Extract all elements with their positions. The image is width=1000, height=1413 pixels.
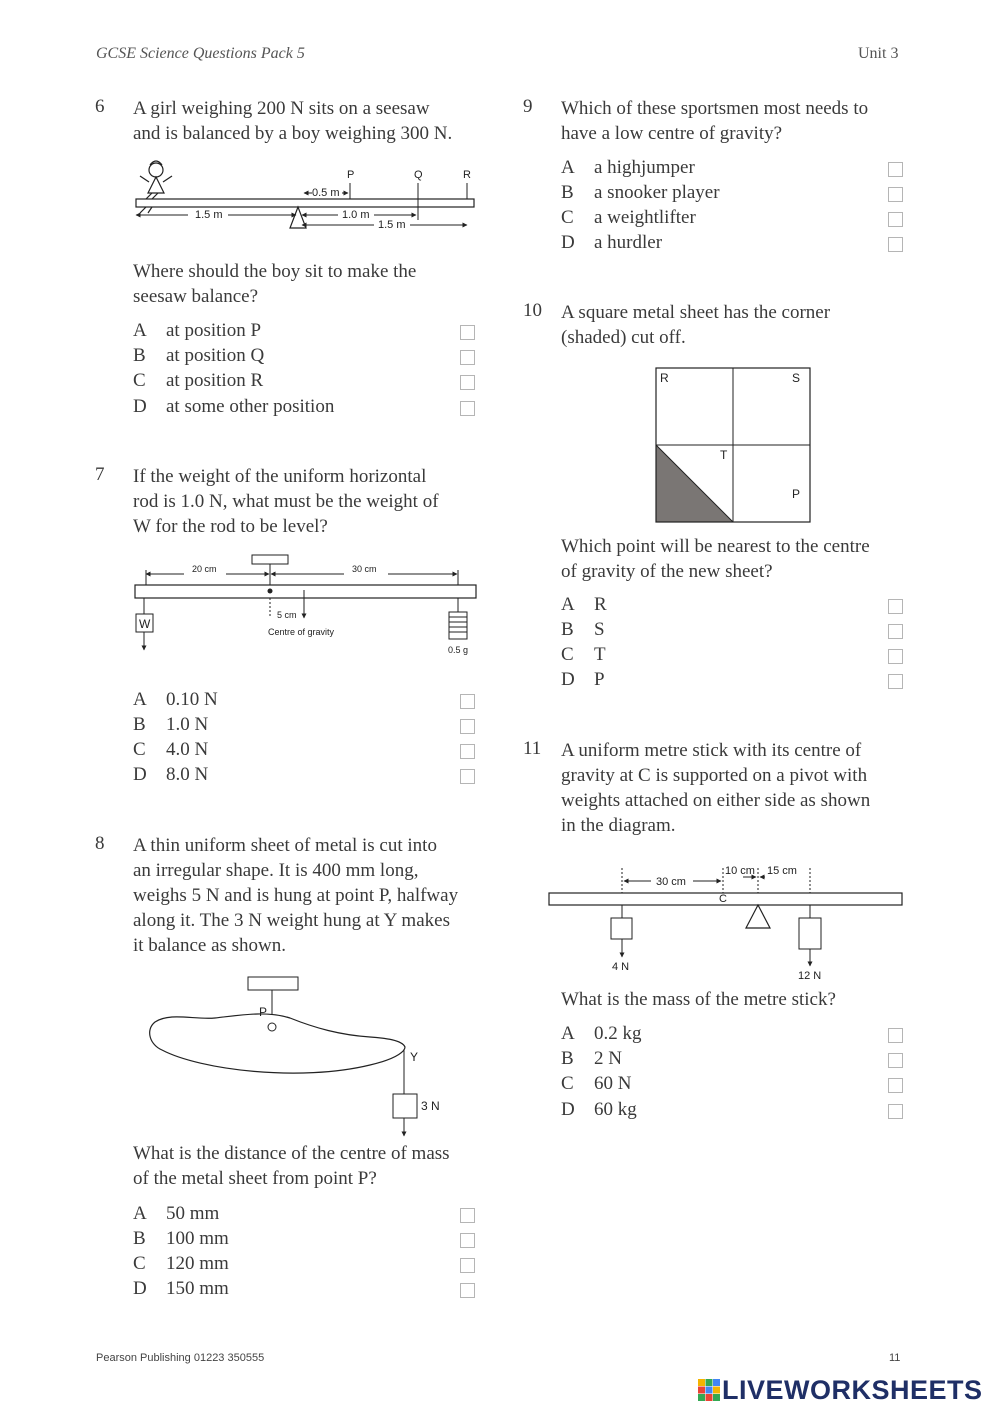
q11-checkbox-a[interactable] [888, 1028, 903, 1043]
q7-option-b: B 1.0 N [133, 712, 478, 737]
question-6-text: A girl weighing 200 N sits on a seesaw and is balanced by a boy weighing 300 N. [133, 98, 453, 144]
hanging-mass [449, 612, 467, 639]
question-6-prompt: Where should the boy sit to make the seesaw balance? [133, 261, 417, 307]
dim-10cm: 10 cm [725, 865, 755, 877]
label-y: Y [410, 1050, 419, 1064]
question-10-text: A square metal sheet has the corner (shaded) cut off. [561, 302, 831, 348]
question-8-prompt: What is the distance of the centre of mass of the metal sheet from point P? [133, 1143, 450, 1189]
liveworksheets-brand[interactable]: LIVEWORKSHEETS [722, 1375, 983, 1405]
q7-checkbox-c[interactable] [460, 744, 475, 759]
dim-1-5m-left: 1.5 m [195, 209, 223, 221]
dim-5cm: 5 cm [277, 610, 297, 620]
label-t: T [720, 448, 728, 462]
q10-option-a: A R [561, 592, 906, 617]
dim-1-0m: 1.0 m [342, 209, 370, 221]
question-11-text: A uniform metre stick with its centre of gravity at C is supported on a pivot with weights attached on either side as shown in the diagram. [561, 740, 871, 836]
q9-checkbox-d[interactable] [888, 237, 903, 252]
q9-checkbox-a[interactable] [888, 162, 903, 177]
weight-4n-box [611, 918, 632, 939]
header-unit: Unit 3 [858, 45, 899, 62]
q7-checkbox-b[interactable] [460, 719, 475, 734]
q11-option-c: C 60 N [561, 1071, 906, 1096]
q10-option-c: C T [561, 642, 906, 667]
mass-label: 0.5 g [448, 645, 469, 655]
question-number-10: 10 [523, 300, 542, 321]
q9-option-b: B a snooker player [561, 180, 906, 205]
q6-checkbox-c[interactable] [460, 375, 475, 390]
question-10-prompt: Which point will be nearest to the centre of gravity of the new sheet? [561, 536, 870, 582]
label-p: P [347, 169, 355, 181]
q8-option-a: A 50 mm [133, 1201, 478, 1226]
seesaw-plank [136, 199, 474, 207]
irregular-sheet [150, 1014, 405, 1073]
dim-30cm: 30 cm [352, 564, 377, 574]
dim-30cm: 30 cm [656, 876, 686, 888]
q10-checkbox-a[interactable] [888, 599, 903, 614]
dim-0-5m: 0.5 m [312, 187, 340, 199]
q6-checkbox-d[interactable] [460, 401, 475, 416]
q11-checkbox-d[interactable] [888, 1104, 903, 1119]
q8-option-c: C 120 mm [133, 1251, 478, 1276]
q6-option-c: C at position R [133, 368, 478, 393]
q9-option-a: A a highjumper [561, 155, 906, 180]
q8-option-b: B 100 mm [133, 1226, 478, 1251]
label-r: R [463, 169, 471, 181]
q9-checkbox-c[interactable] [888, 212, 903, 227]
q10-checkbox-c[interactable] [888, 649, 903, 664]
q10-option-b: B S [561, 617, 906, 642]
support-block [252, 555, 288, 564]
metre-stick-diagram [545, 860, 907, 985]
q6-checkbox-b[interactable] [460, 350, 475, 365]
question-number-8: 8 [95, 833, 105, 854]
header-title: GCSE Science Questions Pack 5 [96, 45, 305, 62]
q7-option-d: D 8.0 N [133, 762, 478, 787]
label-s: S [792, 371, 801, 385]
q9-checkbox-b[interactable] [888, 187, 903, 202]
square-sheet-diagram [654, 366, 812, 524]
weight-3n-box [393, 1094, 417, 1118]
metal-sheet-diagram [140, 970, 460, 1140]
hanger-block [248, 977, 298, 990]
dim-1-5m-right: 1.5 m [378, 219, 406, 231]
q11-option-a: A 0.2 kg [561, 1021, 906, 1046]
question-8-text: A thin uniform sheet of metal is cut into an irregular shape. It is 400 mm long, weighs 5 N and is hung at point P, halfway along it. The 3 N weight hung at Y makes it balance as shown. [133, 835, 459, 956]
q9-option-d: D a hurdler [561, 230, 906, 255]
question-number-9: 9 [523, 96, 533, 117]
q10-checkbox-d[interactable] [888, 674, 903, 689]
q8-checkbox-a[interactable] [460, 1208, 475, 1223]
q11-checkbox-b[interactable] [888, 1053, 903, 1068]
question-11-prompt: What is the mass of the metre stick? [561, 989, 836, 1010]
liveworksheets-logo-icon [698, 1379, 720, 1405]
q8-checkbox-b[interactable] [460, 1233, 475, 1248]
label-q: Q [414, 169, 423, 181]
seesaw-diagram [128, 160, 488, 235]
q8-option-d: D 150 mm [133, 1276, 478, 1301]
q8-checkbox-c[interactable] [460, 1258, 475, 1273]
pivot-triangle [746, 905, 770, 928]
q11-checkbox-c[interactable] [888, 1078, 903, 1093]
q6-option-a: A at position P [133, 318, 478, 343]
footer-page-number: 11 [889, 1352, 901, 1364]
cog-label: Centre of gravity [268, 627, 335, 637]
weight-12n-box [799, 918, 821, 949]
question-number-7: 7 [95, 464, 105, 485]
label-p: P [259, 1005, 268, 1019]
label-r: R [660, 371, 669, 385]
dim-15cm: 15 cm [767, 865, 797, 877]
footer-publisher: Pearson Publishing 01223 350555 [96, 1352, 265, 1364]
uniform-rod [135, 585, 476, 598]
q10-checkbox-b[interactable] [888, 624, 903, 639]
rod-diagram [130, 550, 482, 660]
q10-option-d: D P [561, 667, 906, 692]
label-p: P [792, 487, 801, 501]
weight-3n-label: 3 N [421, 1099, 440, 1113]
q7-checkbox-d[interactable] [460, 769, 475, 784]
q6-checkbox-a[interactable] [460, 325, 475, 340]
q9-option-c: C a weightlifter [561, 205, 906, 230]
q6-option-b: B at position Q [133, 343, 478, 368]
q7-option-a: A 0.10 N [133, 687, 478, 712]
question-7-text: If the weight of the uniform horizontal rod is 1.0 N, what must be the weight of W for the rod to be level? [133, 466, 439, 537]
weight-w-label: W [139, 617, 151, 631]
q7-checkbox-a[interactable] [460, 694, 475, 709]
label-c: C [719, 893, 727, 905]
weight-12n-label: 12 N [798, 970, 822, 982]
q6-option-d: D at some other position [133, 394, 478, 419]
question-9-text: Which of these sportsmen most needs to have a low centre of gravity? [561, 98, 869, 144]
q8-checkbox-d[interactable] [460, 1283, 475, 1298]
question-number-6: 6 [95, 96, 105, 117]
weight-4n-label: 4 N [612, 961, 630, 973]
q7-option-c: C 4.0 N [133, 737, 478, 762]
q11-option-b: B 2 N [561, 1046, 906, 1071]
dim-20cm: 20 cm [192, 564, 217, 574]
question-number-11: 11 [523, 738, 542, 759]
q11-option-d: D 60 kg [561, 1097, 906, 1122]
